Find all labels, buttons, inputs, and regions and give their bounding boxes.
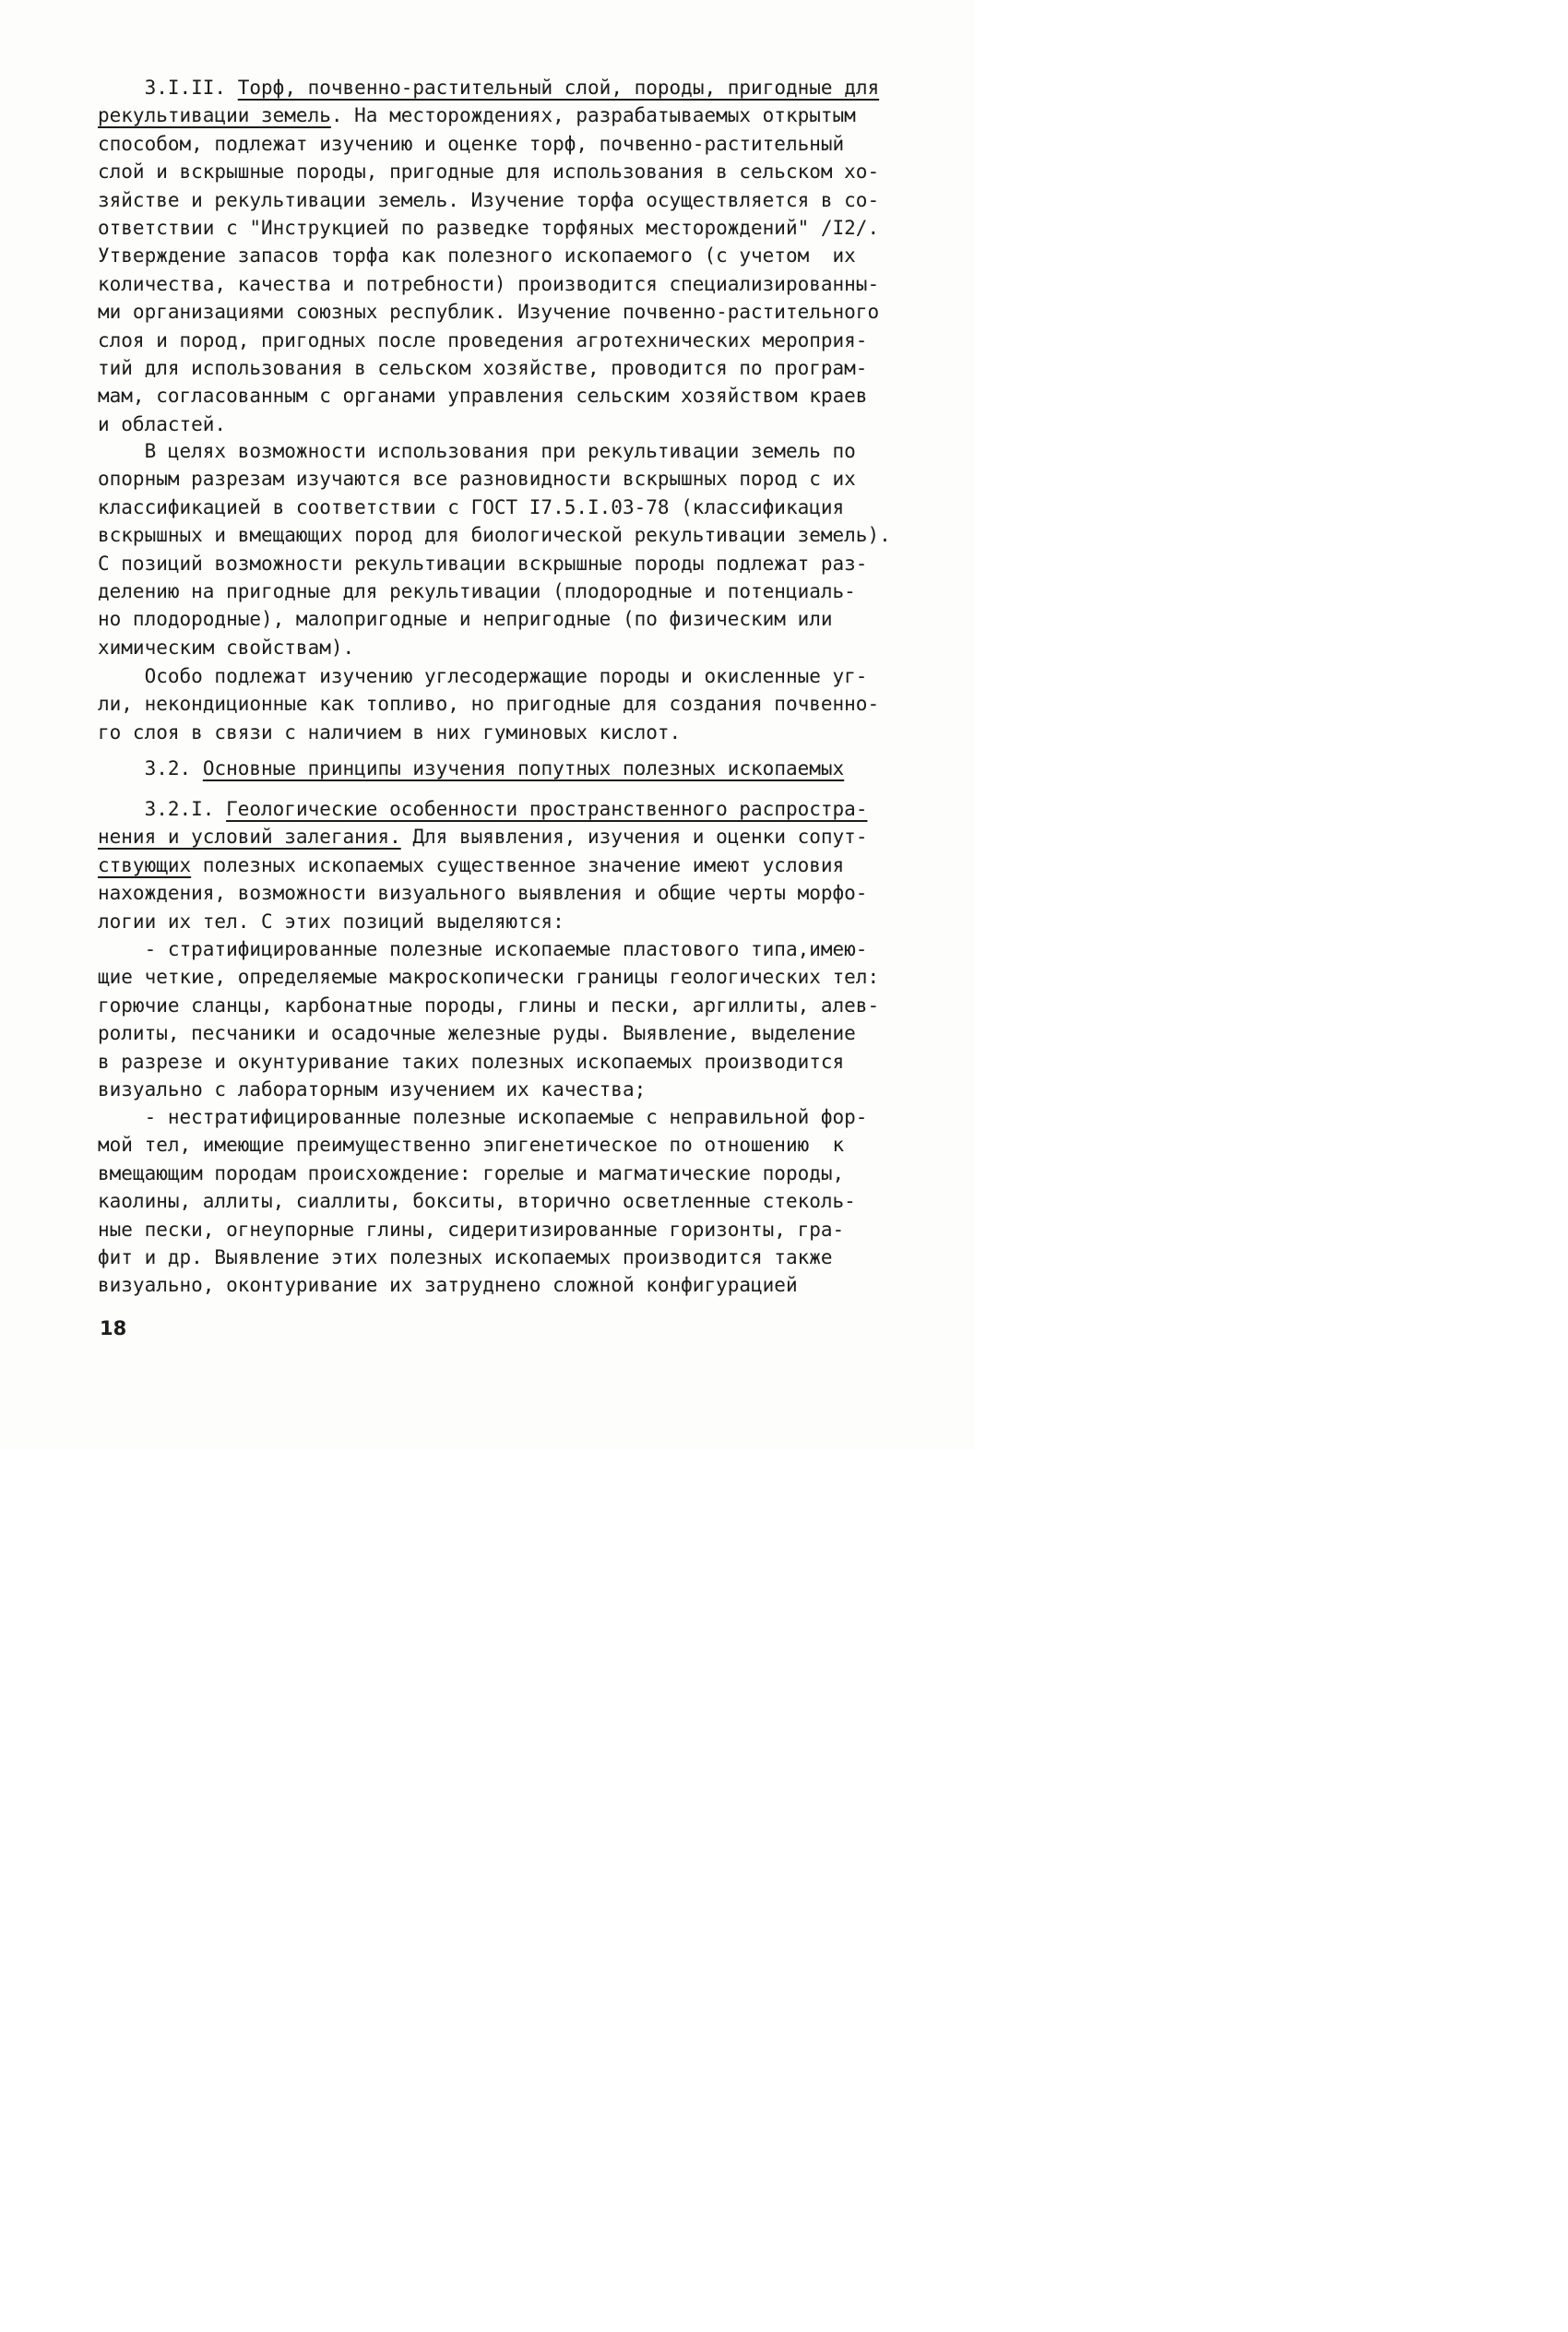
section-heading-line <box>98 755 880 782</box>
section-heading-line <box>98 74 880 101</box>
text-line: но плодородные), малопригодные и непригодные (по физическим или <box>98 608 833 631</box>
text-line: С позиций возможности рекультивации вскрышные породы подлежат раз- <box>98 552 868 575</box>
text-line: способом, подлежат изучению и оценке торф, почвенно-растительный <box>98 132 845 155</box>
text-line: в разрезе и окунтуривание таких полезных ископаемых производится <box>98 1050 845 1073</box>
text-fragment: Для выявления, изучения и оценки сопут- <box>400 826 868 849</box>
text-line: - нестратифицированные полезные ископаемые с неправильной фор- <box>98 1106 868 1128</box>
text-fragment: полезных ископаемых существенное значение имеют условия <box>191 853 845 876</box>
text-line: ми организациями союзных республик. Изучение почвенно-растительного <box>98 301 880 324</box>
text-line: химическим свойствам). <box>98 636 355 659</box>
section-number: 3.2. <box>144 757 192 779</box>
section-title: Основные принципы изучения попутных полезных ископаемых <box>202 757 845 779</box>
section-heading-line <box>98 795 880 823</box>
text-line: Утверждение запасов торфа как полезного ископаемого (с учетом их <box>98 244 856 268</box>
text-line: го слоя в связи с наличием в них гуминовых кислот. <box>98 720 682 744</box>
section-3-2 <box>98 755 880 782</box>
text-line: щие четкие, определяемые макроскопически границы геологических тел: <box>98 966 880 989</box>
text-line: нахождения, возможности визуального выявления и общие черты морфо- <box>98 882 868 905</box>
underlined-fragment: ствующих <box>98 853 192 876</box>
document-page <box>0 0 974 1450</box>
text-line: - стратифицированные полезные ископаемые пластового типа,имею- <box>98 938 868 960</box>
text-line: тий для использования в сельском хозяйстве, проводится по програм- <box>98 356 868 379</box>
text-line: ли, некондиционные как топливо, но пригодные для создания почвенно- <box>98 693 880 716</box>
text-line: и областей. <box>98 412 227 435</box>
text-line: визуально с лабораторным изучением их качества; <box>98 1077 647 1101</box>
section-heading: Геологические особенности пространственного распростра- <box>226 798 868 820</box>
text-line: слоя и пород, пригодных после проведения агротехнических мероприя- <box>98 328 868 351</box>
text-line <box>98 101 880 129</box>
text-line <box>98 823 880 851</box>
list-item-nonstratified <box>98 1103 880 1300</box>
text-line: логии их тел. С этих позиций выделяются: <box>98 910 564 933</box>
text-line: вмещающим породам происхождение: горелые и магматические породы, <box>98 1161 845 1184</box>
text-fragment: . На месторождениях, разрабатываемых открытым <box>330 104 856 127</box>
text-line: ролиты, песчаники и осадочные железные руды. Выявление, выделение <box>98 1022 856 1045</box>
section-heading: Торф, почвенно-растительный слой, породы, пригодные для <box>237 77 880 99</box>
text-line: опорным разрезам изучаются все разновидности вскрышных пород с их <box>98 468 856 491</box>
text-line <box>98 851 880 879</box>
page-number: 18 <box>100 1317 127 1339</box>
section-3-1-11 <box>98 74 880 438</box>
text-line: каолины, аллиты, сиаллиты, бокситы, вторично осветленные стеколь- <box>98 1190 856 1213</box>
text-line: В целях возможности использования при рекультивации земель по <box>98 440 856 462</box>
paragraph-coal-bearing <box>98 662 880 746</box>
section-heading-continued: рекультивации земель <box>98 104 331 127</box>
text-line: количества, качества и потребности) производится специализированны- <box>98 272 880 295</box>
text-line: слой и вскрышные породы, пригодные для использования в сельском хо- <box>98 161 880 184</box>
section-number: 3.I.II. <box>144 77 227 99</box>
text-line: визуально, оконтуривание их затруднено сложной конфигурацией <box>98 1274 798 1297</box>
section-number: 3.2.I. <box>144 798 215 820</box>
text-line: делению на пригодные для рекультивации (плодородные и потенциаль- <box>98 579 856 602</box>
section-heading-continued: нения и условий залегания. <box>98 826 401 849</box>
text-line: мой тел, имеющие преимущественно эпигенетическое по отношению к <box>98 1134 845 1157</box>
list-item-stratified <box>98 935 880 1103</box>
text-line: фит и др. Выявление этих полезных ископаемых производится также <box>98 1245 833 1268</box>
text-line: мам, согласованным с органами управления сельским хозяйством краев <box>98 385 868 408</box>
text-line: классификацией в соответствии с ГОСТ I7.5.I.03-78 (классификация <box>98 495 845 518</box>
text-line: вскрышных и вмещающих пород для биологической рекультивации земель). <box>98 524 891 547</box>
text-line: ные пески, огнеупорные глины, сидеритизированные горизонты, гра- <box>98 1218 845 1241</box>
text-line: зяйстве и рекультивации земель. Изучение торфа осуществляется в со- <box>98 188 880 211</box>
text-line: Особо подлежат изучению углесодержащие породы и окисленные уг- <box>98 665 868 687</box>
text-line: горючие сланцы, карбонатные породы, глины и пески, аргиллиты, алев- <box>98 993 880 1017</box>
text-line: ответствии с "Инструкцией по разведке торфяных месторождений" /I2/. <box>98 216 880 239</box>
section-3-2-1 <box>98 795 880 935</box>
paragraph-reclamation <box>98 437 891 661</box>
